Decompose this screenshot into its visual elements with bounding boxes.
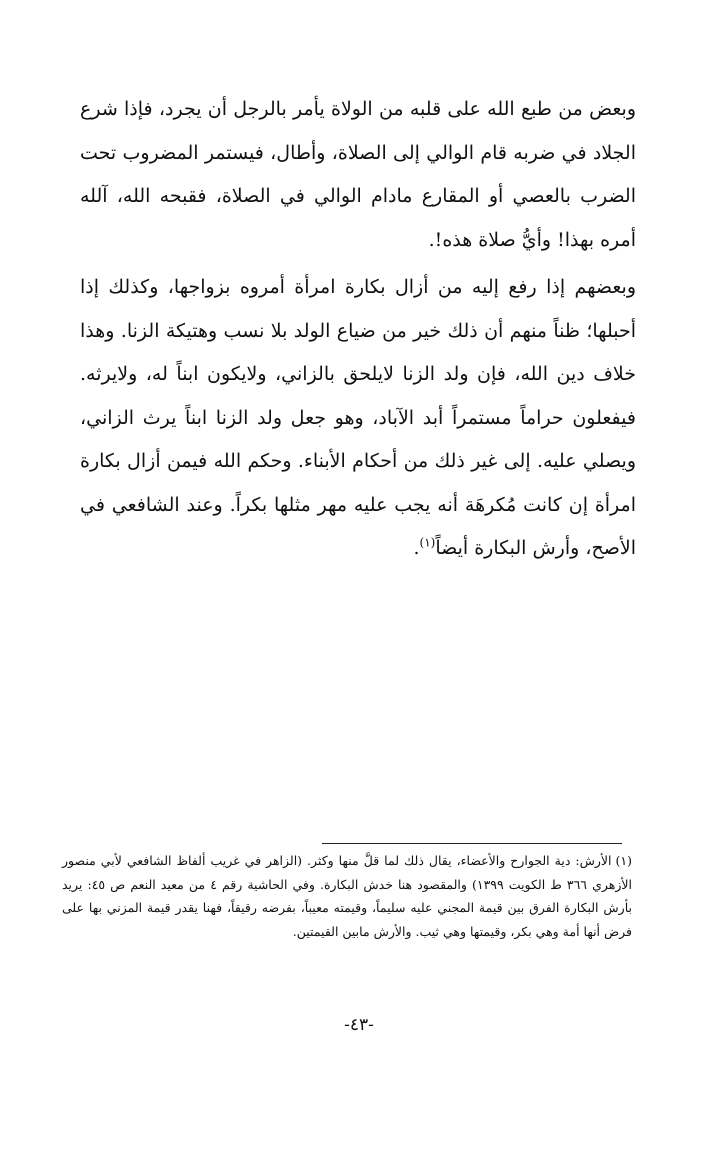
footnote-text: الأرش: دية الجوارح والأعضاء، يقال ذلك لما قلَّ منها وكثر. (الزاهر في غريب ألفاظ الشافعي لأبي منصور الأزهري ٣٦٦ ط الكويت ١٣٩٩) والمقصود هنا خدش البكارة. وفي الحاشية رقم ٤ من معيد النعم ص ٤٥: يريد بأرش البكارة الفرق بين قيمة المجني عليه سليماً، وقيمته معيباً، بفرضه رقيقاً، فهنا يقدر قيمة المزني بها على فرض أنها أمة وهي بكر، وقيمتها وهي ثيب. والأرش مابين القيمتين.	[62, 853, 632, 939]
footnote	[62, 849, 632, 943]
footnote-separator	[322, 843, 622, 844]
paragraph-1	[80, 88, 636, 262]
paragraph-1-text: وبعض من طبع الله على قلبه من الولاة يأمر بالرجل أن يجرد، فإذا شرع الجلاد في ضربه قام الوالي إلى الصلاة، وأطال، فيستمر المضروب تحت الضرب بالعصي أو المقارع مادام الوالي في الصلاة، فقبحه الله، آلله أمره بهذا! وأيُّ صلاة هذه!.	[80, 98, 636, 251]
footnote-number: (١)	[615, 853, 632, 868]
page-number: -٤٣-	[344, 1015, 374, 1035]
paragraph-2-text: وبعضهم إذا رفع إليه من أزال بكارة امرأة أمروه بزواجها، وكذلك إذا أحبلها؛ ظناً منهم أن ذلك خير من ضياع الولد بلا نسب وهتيكة الزنا. وهذا خلاف دين الله، فإن ولد الزنا لايلحق بالزاني، ولايكون ابناً له، ولايرثه. فيفعلون حراماً مستمراً أبد الآباد، وهو جعل ولد الزنا ابناً يرث الزاني، ويصلي عليه. إلى غير ذلك من أحكام الأبناء. وحكم الله فيمن أزال بكارة امرأة إن كانت مُكرهَة أنه يجب عليه مهر مثلها بكراً. وعند الشافعي في الأصح، وأرش البكارة أيضاً	[80, 276, 636, 559]
footnote-reference-marker[interactable]: (١)	[419, 535, 436, 550]
paragraph-2	[80, 266, 636, 571]
paragraph-2-end: .	[413, 537, 420, 559]
